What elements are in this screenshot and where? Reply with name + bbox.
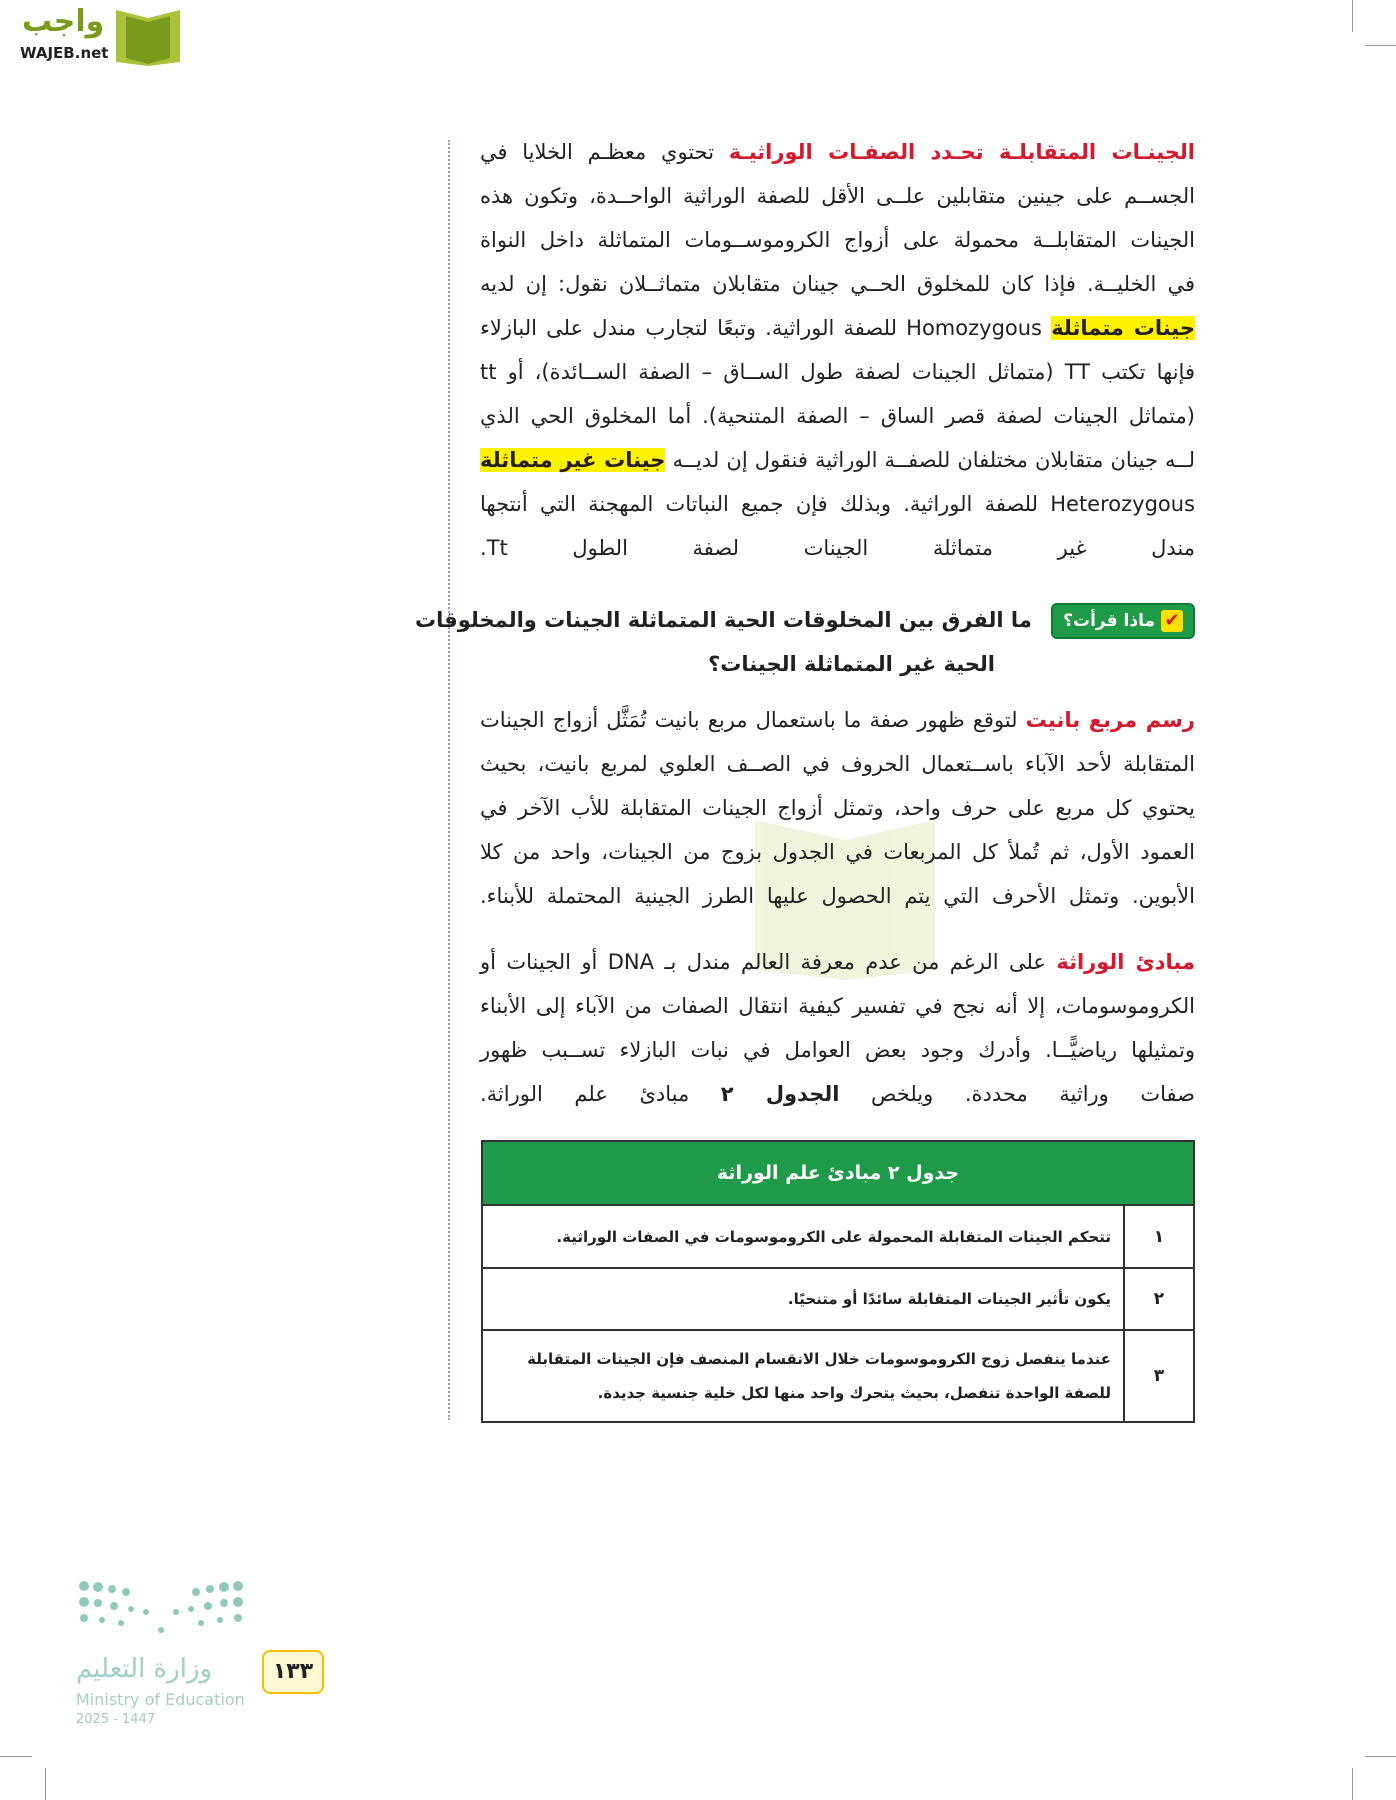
crop-mark	[0, 1756, 32, 1757]
text-line	[480, 786, 1195, 830]
ministry-footer	[76, 1578, 346, 1728]
text-line	[480, 698, 1195, 742]
text-segment: لــه جينان متقابلان مختلفان للصفــة الوراثية فنقول إن لديــه	[665, 448, 1195, 472]
text-line	[480, 350, 1195, 394]
wajeb-logo[interactable]	[8, 4, 188, 68]
text-line	[480, 830, 1195, 874]
text-segment: مندل غير متماثلة الجينات لصفة الطول Tt.	[480, 536, 1195, 560]
section-principles-paragraph	[480, 940, 1195, 1116]
text-segment: المتقابلة لأحد الآباء باســتعمال الحروف في الصــف العلوي لمربع بانيت، بحيث	[480, 752, 1195, 776]
text-line	[480, 940, 1195, 984]
text-segment: وتمثيلها رياضيًّــا. وأدرك وجود بعض العوامل في نبات البازلاء تســبب ظهور	[480, 1038, 1195, 1062]
reading-check-label: ماذا قرأت؟	[1063, 611, 1155, 631]
table-row	[482, 1268, 1194, 1330]
text-segment: العمود الأول، ثم تُملأ كل المربعات في الجدول بزوج من الجينات، واحد من كلا	[480, 840, 1195, 864]
text-line	[480, 1072, 1195, 1116]
text-segment: على الرغم من عدم معرفة العالم مندل بـ DNA أو الجينات أو	[480, 950, 1057, 974]
text-line	[480, 874, 1195, 918]
crop-mark	[1352, 1768, 1353, 1800]
ministry-english: Ministry of Education	[76, 1690, 245, 1709]
text-segment: الجســم على جينين متقابلين علــى الأقل للصفة الوراثية الواحــدة، وتكون هذه	[480, 184, 1195, 208]
text-segment: تحتوي معظـم الخلايا في	[480, 140, 729, 164]
table-reference: الجدول ٢	[720, 1082, 840, 1106]
section-allele-paragraph	[480, 130, 1195, 570]
text-line	[480, 526, 1195, 570]
text-line	[480, 262, 1195, 306]
margin-dotted-rule	[448, 140, 450, 1420]
text-line	[480, 984, 1195, 1028]
text-line	[480, 742, 1195, 786]
text-segment: الكروموسومات، إلا أنه نجح في تفسير كيفية انتقال الصفات من الآباء إلى الأبناء	[480, 994, 1195, 1018]
row-number: ١	[1124, 1205, 1194, 1268]
text-segment: الجينات المتقابلــة محمولة على أزواج الكروموســومات المتماثلة داخل النواة	[480, 228, 1195, 252]
text-line	[480, 306, 1195, 350]
row-text: عندما ينفصل زوج الكروموسومات خلال الانقسام المنصف فإن الجينات المتقابلة للصفة الواحدة تنفصل، بحيث يتحرك واحد منها لكل خلية جنسية جديدة.	[482, 1330, 1124, 1422]
row-text: تتحكم الجينات المتقابلة المحمولة على الكروموسومات في الصفات الوراثية.	[482, 1205, 1124, 1268]
highlighted-term: جينات غير متماثلة	[480, 448, 666, 472]
crop-mark	[1352, 0, 1353, 32]
section-punnett-paragraph	[480, 698, 1195, 918]
table-row	[482, 1330, 1194, 1422]
row-number: ٣	[1124, 1330, 1194, 1422]
text-segment: Heterozygous للصفة الوراثية. وبذلك فإن جميع النباتات المهجنة التي أنتجها	[480, 492, 1195, 516]
highlighted-term: جينات متماثلة	[1051, 316, 1196, 340]
reading-check-badge	[1051, 603, 1195, 639]
text-segment: (متماثل الجينات لصفة قصر الساق – الصفة المتنحية). أما المخلوق الحي الذي	[480, 404, 1195, 428]
row-number: ٢	[1124, 1268, 1194, 1330]
text-segment: يحتوي كل مربع على حرف واحد، وتمثل أزواج الجينات المتقابلة للأب الآخر في	[480, 796, 1195, 820]
section-heading: الجينـات المتقابلـة تحـدد الصفـات الوراثيـة	[728, 140, 1195, 164]
text-segment: مبادئ علم الوراثة.	[480, 1082, 721, 1106]
reading-check	[415, 598, 1195, 686]
logo-arabic: واجب	[22, 4, 105, 39]
crop-mark	[1365, 1756, 1396, 1757]
table-title: جدول ٢ مبادئ علم الوراثة	[482, 1141, 1194, 1205]
text-segment: صفات وراثية محددة. ويلخص	[839, 1082, 1196, 1106]
crop-mark	[1365, 45, 1396, 46]
question-line-2: الحية غير المتماثلة الجينات؟	[708, 652, 995, 676]
text-segment: لتوقع ظهور صفة ما باستعمال مربع بانيت تُمَثَّل أزواج الجينات	[480, 708, 1026, 732]
table-row	[482, 1205, 1194, 1268]
text-line	[480, 482, 1195, 526]
text-line	[480, 438, 1195, 482]
text-line	[480, 394, 1195, 438]
text-segment: فإنها تكتب TT (متماثل الجينات لصفة طول الســاق – الصفة الســائدة)، أو tt	[480, 360, 1195, 384]
crop-mark	[45, 1768, 46, 1800]
row-text: يكون تأثير الجينات المتقابلة سائدًا أو متنحيًا.	[482, 1268, 1124, 1330]
text-line	[480, 174, 1195, 218]
text-segment: الأبوين. وتمثل الأحرف التي يتم الحصول عليها الطرز الجينية المحتملة للأبناء.	[480, 884, 1195, 908]
text-line	[480, 1028, 1195, 1072]
checkmark-icon: ✔	[1161, 610, 1183, 632]
question-line-1: ما الفرق بين المخلوقات الحية المتماثلة الجينات والمخلوقات	[415, 608, 1032, 632]
year: 2025 - 1447	[76, 1712, 156, 1727]
book-icon	[108, 6, 188, 66]
text-segment: في الخليــة. فإذا كان للمخلوق الحــي جينان متقابلان متماثــلان نقول: إن لديه	[480, 272, 1195, 296]
logo-english: WAJEB.net	[20, 44, 109, 62]
section-heading: رسم مربع بانيت	[1025, 708, 1195, 732]
ministry-logo-dots	[76, 1578, 246, 1638]
genetics-principles-table	[481, 1140, 1195, 1423]
section-heading: مبادئ الوراثة	[1056, 950, 1195, 974]
text-segment: Homozygous للصفة الوراثية. وتبعًا لتجارب مندل على البازلاء	[480, 316, 1052, 340]
text-line	[480, 218, 1195, 262]
page-number: ١٣٣	[262, 1650, 324, 1694]
text-line	[480, 130, 1195, 174]
ministry-arabic: وزارة التعليم	[76, 1654, 213, 1684]
